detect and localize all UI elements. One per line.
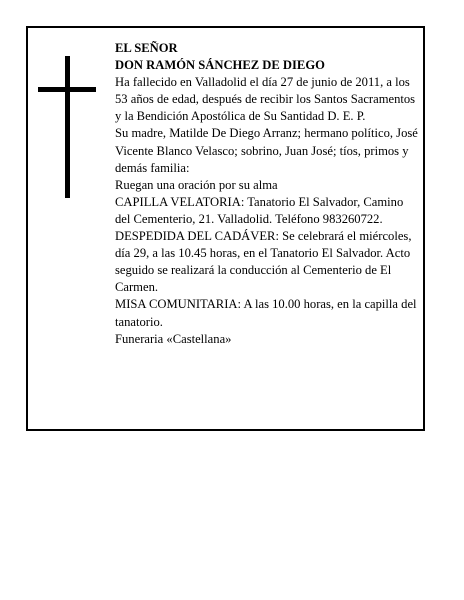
- cross-vertical-bar: [65, 56, 70, 198]
- funeral-home: Funeraria «Castellana»: [115, 331, 232, 346]
- mass-info: MISA COMUNITARIA: A las 10.00 horas, en la capilla del tanatorio.: [115, 297, 417, 329]
- cross-horizontal-bar: [38, 87, 96, 92]
- wake-chapel-info: CAPILLA VELATORIA: Tanatorio El Salvador, Camino del Cementerio, 21. Valladolid. Teléfono 983260722.: [115, 194, 404, 226]
- notice-text: [115, 40, 421, 348]
- family-list: Su madre, Matilde De Diego Arranz; hermano político, José Vicente Blanco Velasco; sobrino, Juan José; tíos, primos y demás familia:: [115, 126, 418, 175]
- latin-cross-icon: [38, 56, 96, 198]
- death-announcement: Ha fallecido en Valladolid el día 27 de junio de 2011, a los 53 años de edad, después de recibir los Santos Sacramentos y la Bendición Apostólica de Su Santidad D. E. P.: [115, 75, 416, 124]
- deceased-name: DON RAMÓN SÁNCHEZ DE DIEGO: [115, 58, 325, 73]
- prayer-request: Ruegan una oración por su alma: [115, 177, 278, 192]
- obituary-notice: [26, 26, 425, 431]
- title-honorific: EL SEÑOR: [115, 41, 178, 55]
- farewell-info: DESPEDIDA DEL CADÁVER: Se celebrará el miércoles, día 29, a las 10.45 horas, en el Tanatorio El Salvador. Acto seguido se realizará la conducción al Cementerio de El Carmen.: [115, 229, 412, 295]
